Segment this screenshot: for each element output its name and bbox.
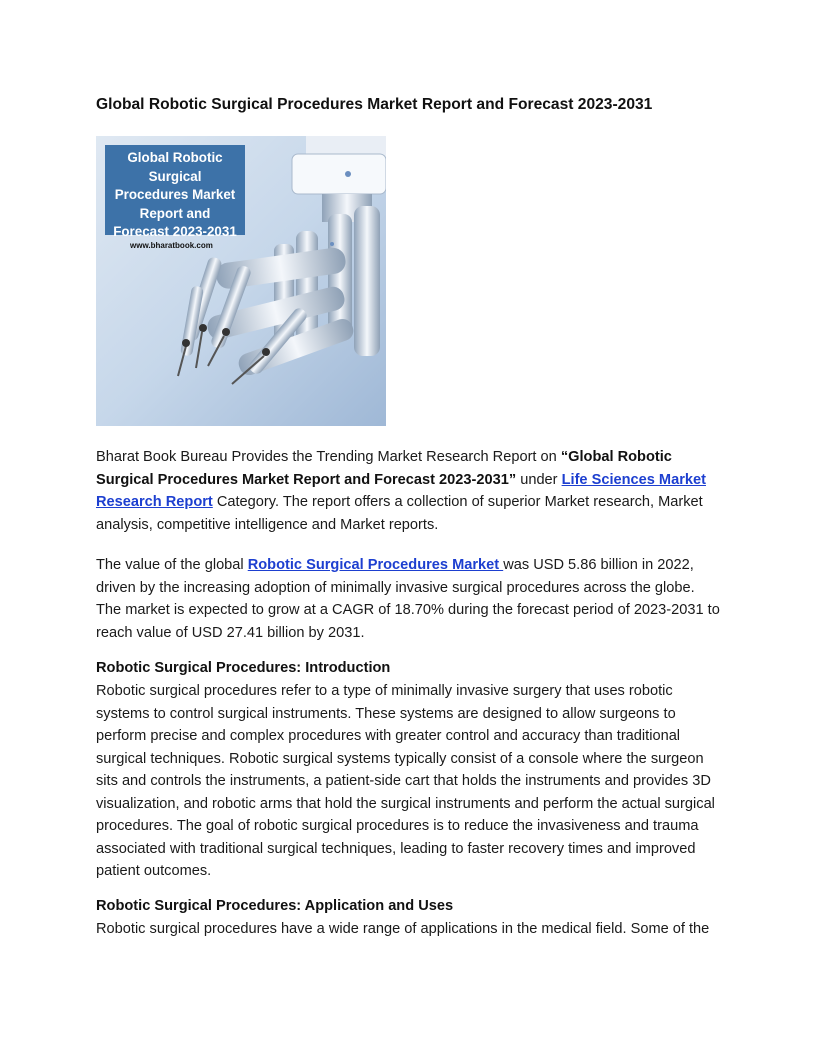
p1-under: under — [516, 471, 562, 488]
report-name: “Global Robotic Surgical Procedures Market Report and Forecast 2023-2031” — [96, 449, 672, 488]
market-link[interactable]: Robotic Surgical Procedures Market — [247, 557, 504, 573]
introduction-heading: Robotic Surgical Procedures: Introduction — [96, 660, 391, 676]
p2-prefix: The value of the global — [96, 557, 248, 573]
applications-heading: Robotic Surgical Procedures: Application and Uses — [96, 898, 454, 914]
intro-paragraph — [96, 446, 722, 536]
life-sciences-link[interactable]: Life Sciences Market Research Report — [96, 471, 706, 510]
p1-prefix: Bharat Book Bureau Provides the Trending Market Research Report on — [96, 449, 561, 465]
introduction-text: Robotic surgical procedures refer to a type of minimally invasive surgery that uses robotic systems to control surgical instruments. These systems are designed to allow surgeons to perform precise and complex procedures with greater control and accuracy than traditional surgical techniques. Robotic surgical systems typically consist of a console where the surgeon sits and controls the instruments, a patient-side cart that holds the instruments and provides 3D visualization, and robotic arms that hold the surgical instruments and perform the actual surgical procedures. The goal of robotic surgical procedures is to reduce the invasiveness and trauma associated with traditional surgical techniques, leading to faster recovery times and improved patient outcomes. — [96, 683, 715, 879]
p2-suffix: was USD 5.86 billion in 2022, driven by the increasing adoption of minimally invasive surgical procedures across the globe. The market is expected to grow at a CAGR of 18.70% during the forecast period of 2023-2031 to reach value of USD 27.41 billion by 2031. — [96, 557, 720, 641]
p1-suffix: Category. The report offers a collection of superior Market research, Market analysis, competitive intelligence and Market reports. — [96, 494, 703, 533]
cover-url: www.bharatbook.com — [130, 241, 213, 250]
market-value-paragraph — [96, 554, 722, 644]
cover-title-box: Global Robotic Surgical Procedures Market Report and Forecast 2023-2031 — [105, 145, 245, 235]
cover-image — [96, 136, 386, 426]
page-title: Global Robotic Surgical Procedures Market Report and Forecast 2023-2031 — [96, 96, 653, 113]
applications-text: Robotic surgical procedures have a wide range of applications in the medical field. Some of the — [96, 921, 710, 937]
